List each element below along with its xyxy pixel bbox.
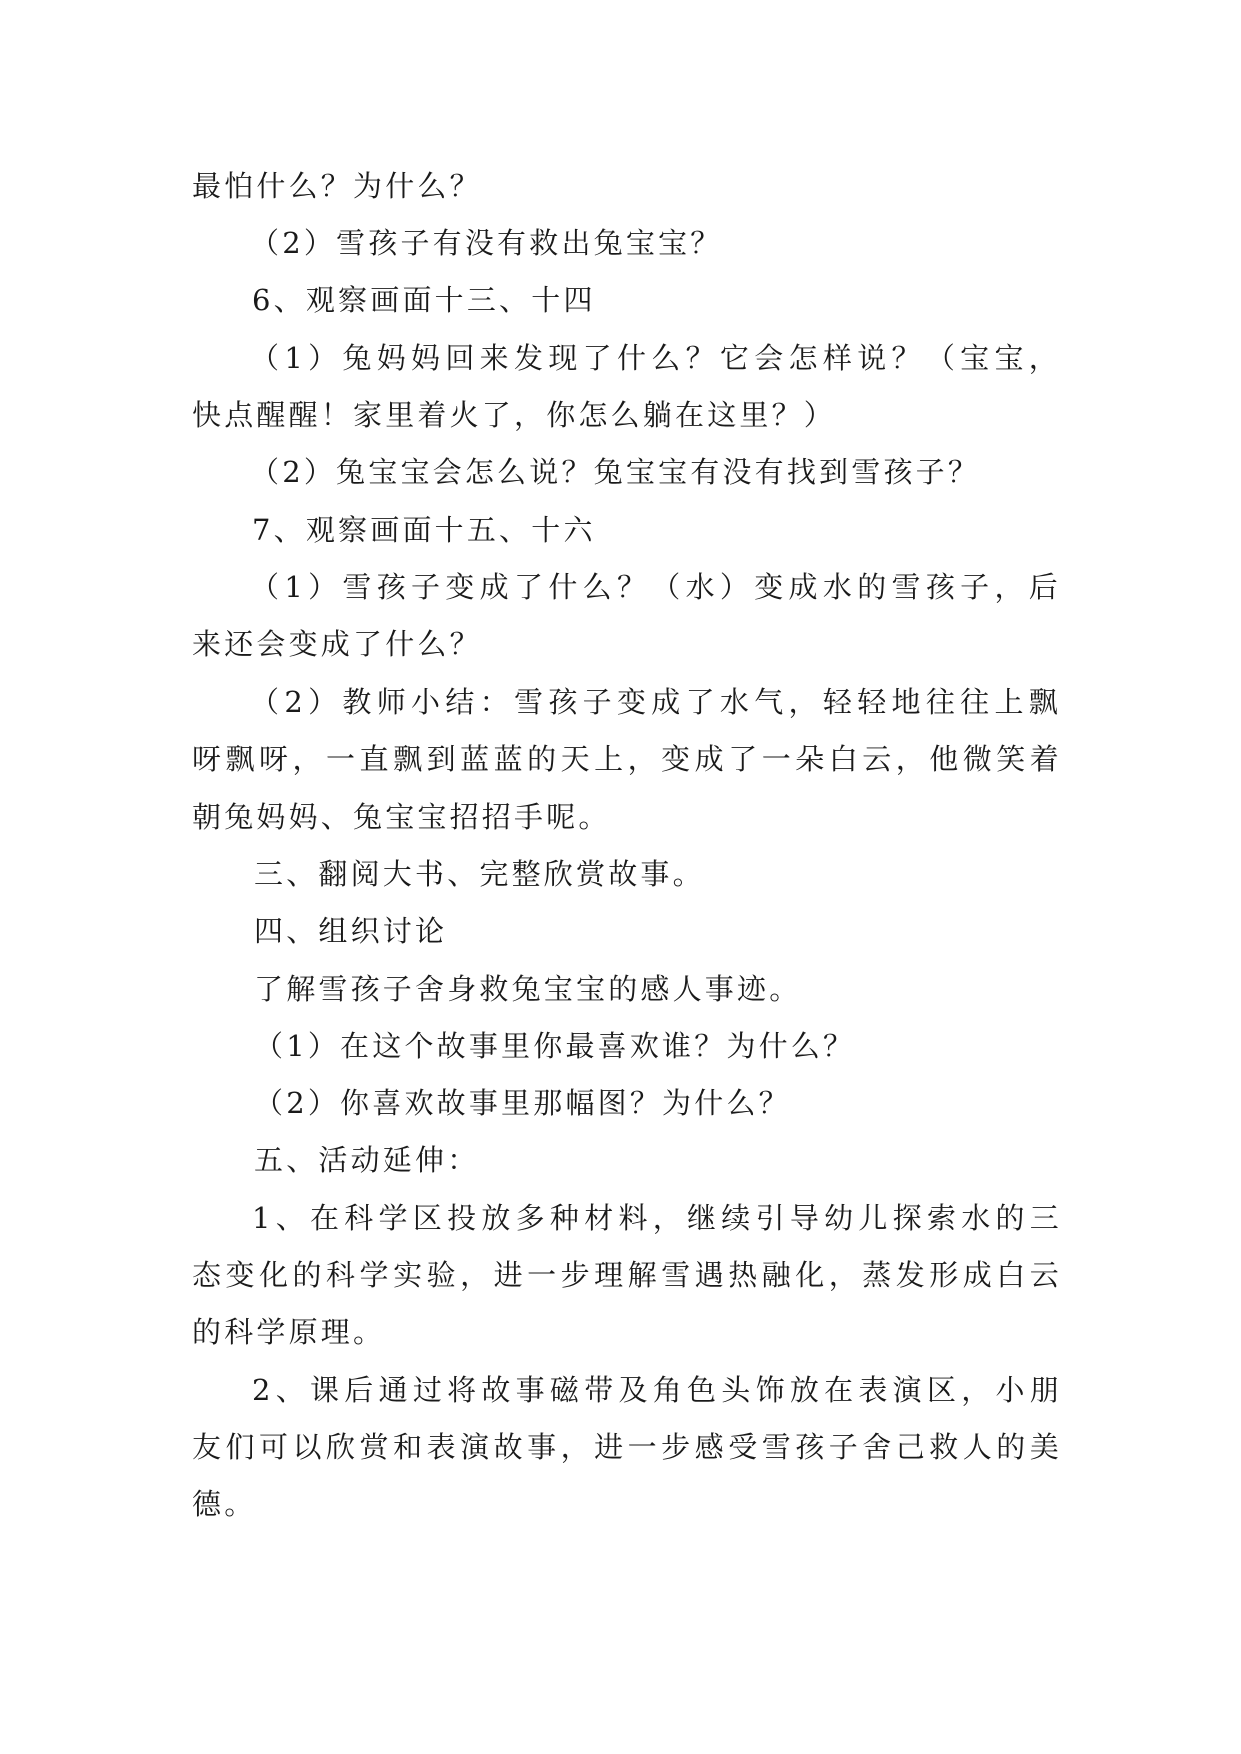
- text-line-16: （1）在这个故事里你最喜欢谁？为什么？: [254, 1029, 856, 1063]
- text-line-3: 6、观察画面十三、十四: [252, 283, 596, 317]
- text-line-18: 五、活动延伸：: [254, 1143, 480, 1177]
- text-line-1: 最怕什么？为什么？: [192, 169, 482, 203]
- text-line-21: 的科学原理。: [192, 1315, 386, 1349]
- text-line-12: 朝兔妈妈、兔宝宝招招手呢。: [192, 800, 611, 834]
- text-line-4: （1）兔妈妈回来发现了什么？它会怎样说？（宝宝，: [250, 341, 1061, 375]
- text-line-24: 德。: [192, 1487, 257, 1521]
- text-line-19: 1、在科学区投放多种材料，继续引导幼儿探索水的三: [252, 1201, 1062, 1235]
- text-line-8: （1）雪孩子变成了什么？（水）变成水的雪孩子，后: [250, 570, 1061, 604]
- text-line-13: 三、翻阅大书、完整欣赏故事。: [254, 857, 705, 891]
- text-line-22: 2、课后通过将故事磁带及角色头饰放在表演区，小朋: [252, 1373, 1062, 1407]
- text-line-14: 四、组织讨论: [254, 914, 448, 948]
- text-line-10: （2）教师小结：雪孩子变成了水气，轻轻地往往上飘: [250, 685, 1061, 719]
- text-line-5: 快点醒醒！家里着火了，你怎么躺在这里？）: [192, 398, 837, 432]
- text-line-23: 友们可以欣赏和表演故事，进一步感受雪孩子舍己救人的美: [192, 1430, 1062, 1464]
- text-line-17: （2）你喜欢故事里那幅图？为什么？: [254, 1086, 791, 1120]
- text-line-15: 了解雪孩子舍身救兔宝宝的感人事迹。: [254, 972, 802, 1006]
- text-line-6: （2）兔宝宝会怎么说？兔宝宝有没有找到雪孩子？: [250, 455, 981, 489]
- text-line-9: 来还会变成了什么？: [192, 627, 482, 661]
- text-line-2: （2）雪孩子有没有救出兔宝宝？: [250, 226, 723, 260]
- text-line-20: 态变化的科学实验，进一步理解雪遇热融化，蒸发形成白云: [192, 1258, 1062, 1292]
- text-line-7: 7、观察画面十五、十六: [252, 513, 596, 547]
- text-line-11: 呀飘呀，一直飘到蓝蓝的天上，变成了一朵白云，他微笑着: [192, 742, 1062, 776]
